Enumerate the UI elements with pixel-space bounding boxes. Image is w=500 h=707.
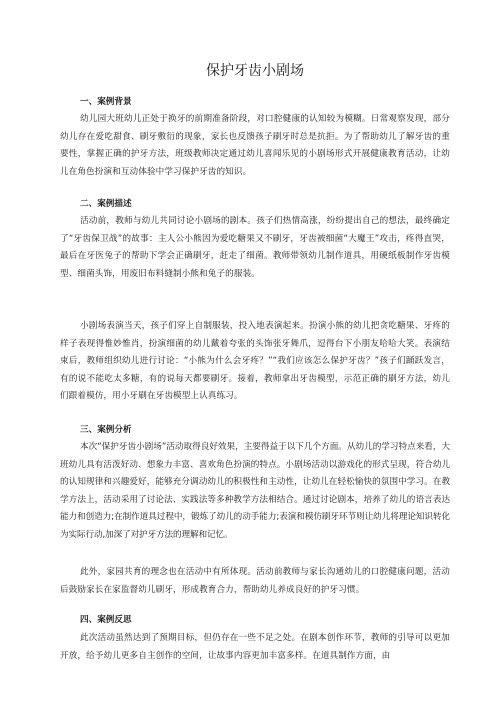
section-heading-analysis: 三、案例分析 — [80, 425, 132, 435]
section-heading-background: 一、案例背景 — [80, 97, 132, 107]
paragraph-reflection-1: 此次活动虽然达到了预期目标，但仍存在一些不足之处。在剧本创作环节，教师的引导可以更加开放，给予幼儿更多自主创作的空间，让故事内容更加丰富多样。在道具制作方面，由 — [60, 633, 450, 661]
section-heading-description: 二、案例描述 — [80, 199, 132, 209]
document-title: 保护牙齿小剧场 — [206, 63, 304, 79]
paragraph-background: 幼儿园大班幼儿正处于换牙的前期准备阶段，对口腔健康的认知较为模糊。日常观察发现，部分幼儿存在爱吃甜食、刷牙敷衍的现象，家长也反馈孩子刷牙时总是抗拒。为了帮助幼儿了解牙齿的重要性，掌握正确的护牙方法，班级教师决定通过幼儿喜闻乐见的小剧场形式开展健康教育活动，让幼儿在角色扮演和互动体验中学习保护牙齿的知识。 — [60, 114, 450, 177]
paragraph-analysis-2: 此外，家园共育的理念也在活动中有所体现。活动前教师与家长沟通幼儿的口腔健康问题，活动后鼓励家长在家监督幼儿刷牙，形成教育合力，帮助幼儿养成良好的护牙习惯。 — [60, 567, 450, 595]
paragraph-description-1: 活动前，教师与幼儿共同讨论小剧场的剧本。孩子们热情高涨，纷纷提出自己的想法，最终确定了“牙齿保卫战”的故事：主人公小熊因为爱吃糖果又不刷牙，牙齿被细菌“大魔王”攻击，疼得直哭，最后在牙医兔子的帮助下学会正确刷牙，赶走了细菌。教师带领幼儿制作道具，用硬纸板制作牙齿模型、细菌头饰，用废旧布料缝制小熊和兔子的服装。 — [60, 216, 450, 279]
section-heading-reflection: 四、案例反思 — [80, 615, 132, 625]
paragraph-description-2: 小剧场表演当天，孩子们穿上自制服装，投入地表演起来。扮演小熊的幼儿把贪吃糖果、牙疼的样子表现得惟妙惟肖，扮演细菌的幼儿戴着夸张的头饰张牙舞爪，逗得台下小朋友哈哈大笑。表演结束后，教师组织幼儿进行讨论：“小熊为什么会牙疼？”“我们应该怎么保护牙齿？”孩子们踊跃发言，有的说不能吃太多糖，有的说每天都要刷牙。接着，教师拿出牙齿模型，示范正确的刷牙方法，幼儿们跟着模仿，用小牙刷在牙齿模型上认真练习。 — [60, 321, 450, 401]
paragraph-analysis-1: 本次“保护牙齿小剧场”活动取得良好效果，主要得益于以下几个方面。从幼儿的学习特点来看，大班幼儿具有活泼好动、想象力丰富、喜欢角色扮演的特点。小剧场活动以游戏化的形式呈现，符合幼儿的认知规律和兴趣爱好，能够充分调动幼儿的积极性和主动性，让幼儿在轻松愉快的氛围中学习。在教学方法上，活动采用了讨论法、实践法等多种教学方法相结合。通过讨论剧本，培养了幼儿的语言表达能力和创造力;在制作道具过程中，锻炼了幼儿的动手能力;表演和模仿刷牙环节则让幼儿将理论知识转化为实际行动,加深了对护牙方法的理解和记忆。 — [60, 442, 450, 540]
